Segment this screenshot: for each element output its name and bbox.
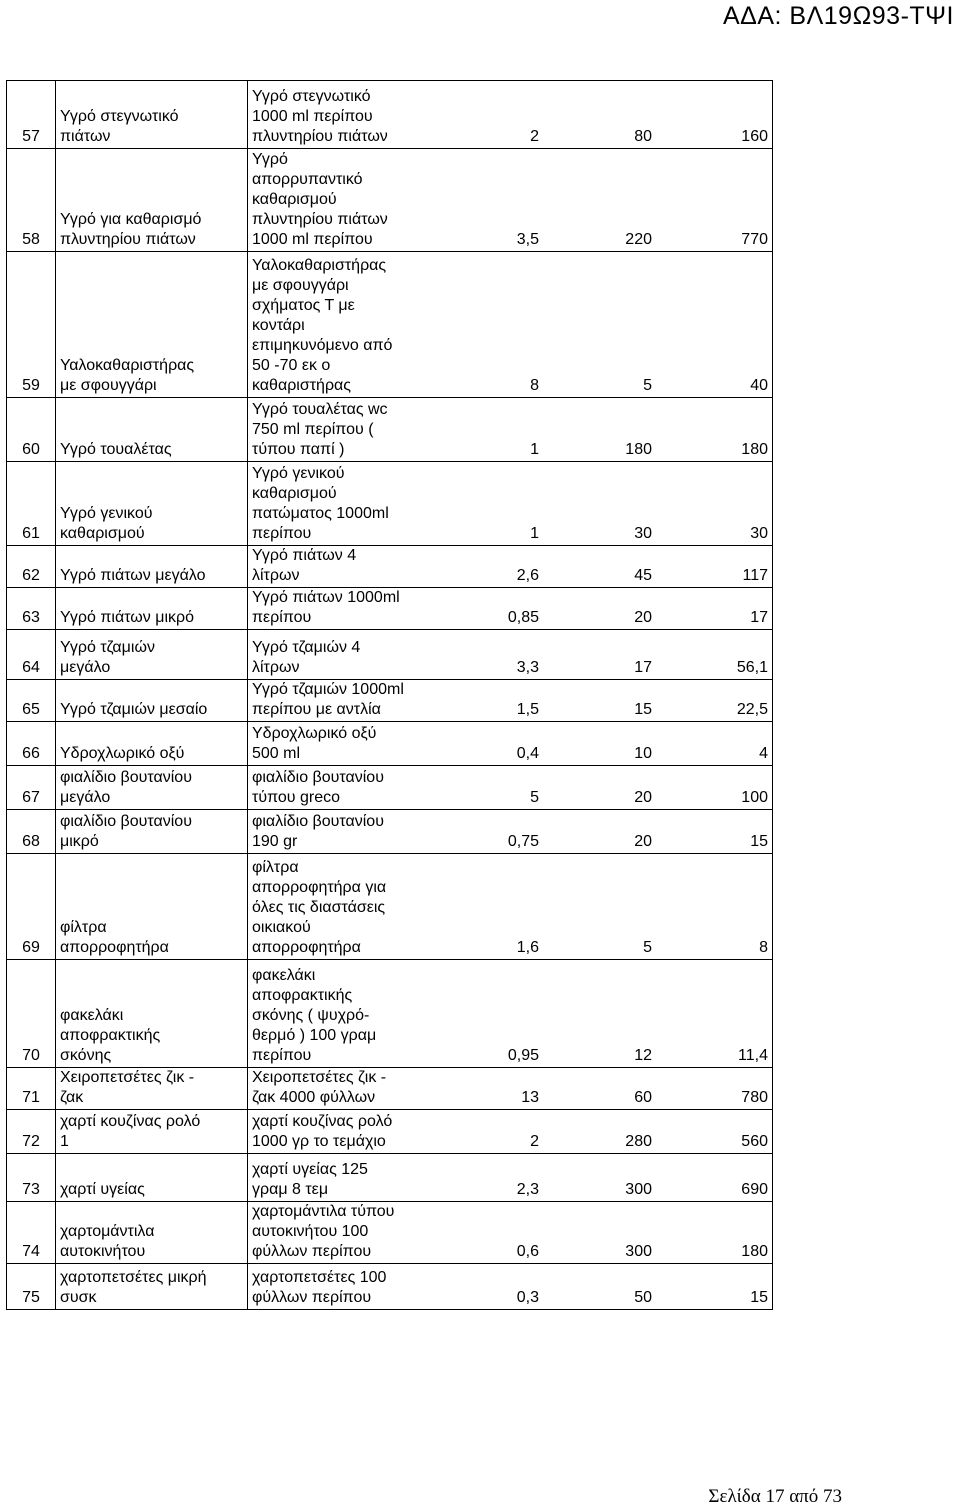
page-number: Σελίδα 17 από 73 [708, 1486, 842, 1507]
item-description: χαρτοπετσέτες 100 φύλλων περίπου [248, 1264, 443, 1310]
row-number: 71 [7, 1068, 56, 1110]
table-row [7, 81, 773, 149]
item-total: 22,5 [656, 680, 773, 722]
item-description: φιαλίδιο βουτανίου τύπου greco [248, 766, 443, 810]
row-number: 75 [7, 1264, 56, 1310]
item-unit-price: 20 [543, 810, 656, 854]
row-number: 59 [7, 252, 56, 398]
item-total: 180 [656, 398, 773, 462]
item-unit-price: 80 [543, 81, 656, 149]
item-unit-price: 60 [543, 1068, 656, 1110]
table-row [7, 1202, 773, 1264]
table-row [7, 960, 773, 1068]
item-description: Υγρό πιάτων 1000ml περίπου [248, 588, 443, 630]
item-quantity: 8 [442, 252, 543, 398]
item-quantity: 0,3 [442, 1264, 543, 1310]
item-total: 15 [656, 1264, 773, 1310]
row-number: 72 [7, 1110, 56, 1154]
table-row [7, 546, 773, 588]
item-unit-price: 280 [543, 1110, 656, 1154]
item-unit-price: 17 [543, 630, 656, 680]
item-total: 780 [656, 1068, 773, 1110]
item-description: χαρτομάντιλα τύπου αυτοκινήτου 100 φύλλων περίπου [248, 1202, 443, 1264]
item-total: 160 [656, 81, 773, 149]
row-number: 68 [7, 810, 56, 854]
table-row [7, 854, 773, 960]
item-name: Υγρό τζαμιών μεσαίο [56, 680, 248, 722]
row-number: 65 [7, 680, 56, 722]
item-description: Υγρό τζαμιών 4 λίτρων [248, 630, 443, 680]
item-total: 17 [656, 588, 773, 630]
item-quantity: 2 [442, 81, 543, 149]
item-name: φίλτρα απορροφητήρα [56, 854, 248, 960]
item-quantity: 0,75 [442, 810, 543, 854]
item-description: Υγρό τζαμιών 1000ml περίπου με αντλία [248, 680, 443, 722]
item-quantity: 0,6 [442, 1202, 543, 1264]
item-unit-price: 300 [543, 1154, 656, 1202]
item-quantity: 3,3 [442, 630, 543, 680]
item-description: χαρτί κουζίνας ρολό 1000 γρ το τεμάχιο [248, 1110, 443, 1154]
item-total: 15 [656, 810, 773, 854]
item-quantity: 0,95 [442, 960, 543, 1068]
item-name: χαρτοπετσέτες μικρή συσκ [56, 1264, 248, 1310]
item-name: Χειροπετσέτες ζικ - ζακ [56, 1068, 248, 1110]
item-name: Υγρό για καθαρισμό πλυντηρίου πιάτων [56, 149, 248, 252]
item-description: χαρτί υγείας 125 γραμ 8 τεμ [248, 1154, 443, 1202]
row-number: 66 [7, 722, 56, 766]
document-code: ΑΔΑ: ΒΛ19Ω93-ΤΨΙ [722, 2, 954, 30]
item-name: Υγρό γενικού καθαρισμού [56, 462, 248, 546]
item-total: 560 [656, 1110, 773, 1154]
item-quantity: 13 [442, 1068, 543, 1110]
item-description: Υγρό απορρυπαντικό καθαρισμού πλυντηρίου πιάτων 1000 ml περίπου [248, 149, 443, 252]
item-unit-price: 5 [543, 854, 656, 960]
table-row [7, 680, 773, 722]
item-unit-price: 15 [543, 680, 656, 722]
row-number: 63 [7, 588, 56, 630]
item-quantity: 1,6 [442, 854, 543, 960]
item-name: Υγρό στεγνωτικό πιάτων [56, 81, 248, 149]
item-unit-price: 12 [543, 960, 656, 1068]
item-total: 770 [656, 149, 773, 252]
item-quantity: 0,85 [442, 588, 543, 630]
table-row [7, 588, 773, 630]
item-name: Υγρό τζαμιών μεγάλο [56, 630, 248, 680]
item-quantity: 1,5 [442, 680, 543, 722]
item-unit-price: 45 [543, 546, 656, 588]
item-name: χαρτί κουζίνας ρολό 1 [56, 1110, 248, 1154]
item-total: 30 [656, 462, 773, 546]
item-quantity: 5 [442, 766, 543, 810]
row-number: 58 [7, 149, 56, 252]
items-table-body [7, 81, 773, 1310]
item-unit-price: 20 [543, 588, 656, 630]
item-description: Υγρό στεγνωτικό 1000 ml περίπου πλυντηρίου πιάτων [248, 81, 443, 149]
table-row [7, 462, 773, 546]
item-description: φακελάκι αποφρακτικής σκόνης ( ψυχρό- θερμό ) 100 γραμ περίπου [248, 960, 443, 1068]
item-name: φιαλίδιο βουτανίου μικρό [56, 810, 248, 854]
row-number: 64 [7, 630, 56, 680]
table-row [7, 1110, 773, 1154]
item-total: 690 [656, 1154, 773, 1202]
item-description: Υαλοκαθαριστήρας με σφουγγάρι σχήματος Τ με κοντάρι επιμηκυνόμενο από 50 -70 εκ ο καθαριστήρας [248, 252, 443, 398]
table-row [7, 252, 773, 398]
item-name: χαρτί υγείας [56, 1154, 248, 1202]
item-name: Υαλοκαθαριστήρας με σφουγγάρι [56, 252, 248, 398]
table-row [7, 398, 773, 462]
row-number: 73 [7, 1154, 56, 1202]
item-quantity: 3,5 [442, 149, 543, 252]
item-unit-price: 180 [543, 398, 656, 462]
table-row [7, 630, 773, 680]
table-row [7, 766, 773, 810]
items-table [6, 80, 773, 1310]
item-unit-price: 20 [543, 766, 656, 810]
item-unit-price: 300 [543, 1202, 656, 1264]
row-number: 74 [7, 1202, 56, 1264]
table-row [7, 1068, 773, 1110]
item-total: 8 [656, 854, 773, 960]
item-unit-price: 5 [543, 252, 656, 398]
table-row [7, 1264, 773, 1310]
row-number: 57 [7, 81, 56, 149]
row-number: 61 [7, 462, 56, 546]
item-description: Υγρό τουαλέτας wc 750 ml περίπου ( τύπου παπί ) [248, 398, 443, 462]
item-quantity: 1 [442, 462, 543, 546]
item-total: 56,1 [656, 630, 773, 680]
item-total: 11,4 [656, 960, 773, 1068]
table-row [7, 810, 773, 854]
table-row [7, 1154, 773, 1202]
table-row [7, 149, 773, 252]
table-row [7, 722, 773, 766]
item-name: φιαλίδιο βουτανίου μεγάλο [56, 766, 248, 810]
item-total: 40 [656, 252, 773, 398]
item-total: 180 [656, 1202, 773, 1264]
item-description: φίλτρα απορροφητήρα για όλες τις διαστάσεις οικιακού απορροφητήρα [248, 854, 443, 960]
item-name: φακελάκι αποφρακτικής σκόνης [56, 960, 248, 1068]
item-unit-price: 30 [543, 462, 656, 546]
row-number: 70 [7, 960, 56, 1068]
row-number: 67 [7, 766, 56, 810]
item-quantity: 2,6 [442, 546, 543, 588]
item-description: Υγρό πιάτων 4 λίτρων [248, 546, 443, 588]
row-number: 62 [7, 546, 56, 588]
item-description: Χειροπετσέτες ζικ - ζακ 4000 φύλλων [248, 1068, 443, 1110]
item-name: Υγρό πιάτων μεγάλο [56, 546, 248, 588]
item-unit-price: 50 [543, 1264, 656, 1310]
item-quantity: 0,4 [442, 722, 543, 766]
item-unit-price: 10 [543, 722, 656, 766]
item-quantity: 1 [442, 398, 543, 462]
item-quantity: 2 [442, 1110, 543, 1154]
item-description: Υδροχλωρικό οξύ 500 ml [248, 722, 443, 766]
item-total: 117 [656, 546, 773, 588]
item-name: Υγρό πιάτων μικρό [56, 588, 248, 630]
item-name: Υδροχλωρικό οξύ [56, 722, 248, 766]
item-unit-price: 220 [543, 149, 656, 252]
item-total: 4 [656, 722, 773, 766]
item-name: χαρτομάντιλα αυτοκινήτου [56, 1202, 248, 1264]
item-quantity: 2,3 [442, 1154, 543, 1202]
item-total: 100 [656, 766, 773, 810]
row-number: 69 [7, 854, 56, 960]
item-description: φιαλίδιο βουτανίου 190 gr [248, 810, 443, 854]
item-description: Υγρό γενικού καθαρισμού πατώματος 1000ml περίπου [248, 462, 443, 546]
row-number: 60 [7, 398, 56, 462]
item-name: Υγρό τουαλέτας [56, 398, 248, 462]
